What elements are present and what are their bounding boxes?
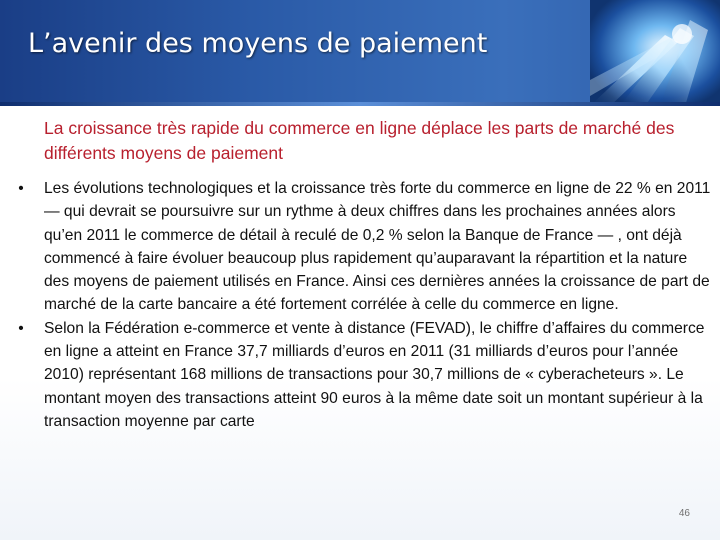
slide-subtitle: La croissance très rapide du commerce en ligne déplace les parts de marché des différents moyens de paiement [44, 118, 675, 163]
bullet-item [14, 317, 714, 433]
bullet-icon: • [18, 319, 24, 337]
bullet-list [14, 177, 714, 433]
bullet-text: Les évolutions technologiques et la croissance très forte du commerce en ligne de 22 % en 2011— qui devrait se poursuivre sur un rythme à deux chiffres dans les prochaines années alors qu’en 2011 le commerce de détail à reculé de 0,2 % selon la Banque de France — , ont déjà commencé à faire évoluer beaucoup plus rapidement qu’auparavant la répartition et la nature des moyens de paiement utilisés en France. Ainsi ces dernières années la croissance de part de marché de la carte bancaire a été fortement corrélée à celle du commerce en ligne. [44, 180, 711, 314]
slide-title: L’avenir des moyens de paiement [28, 28, 488, 59]
bullet-text: Selon la Fédération e-commerce et vente à distance (FEVAD), le chiffre d’affaires du commerce en ligne a atteint en France 37,7 milliards d’euros en 2011 (31 milliards d’euros pour l’année 2010) représentant 168 millions de transactions pour 30,7 millions de « cyberacheteurs ». Le montant moyen des transactions atteint 90 euros à la même date soit un montant supérieur à la transaction moyenne par carte [44, 319, 705, 430]
page-number: 46 [678, 508, 690, 519]
bullet-item [14, 177, 714, 317]
light-streak-graphic [590, 0, 720, 106]
bullet-icon: • [18, 180, 24, 197]
title-bar [0, 0, 720, 106]
